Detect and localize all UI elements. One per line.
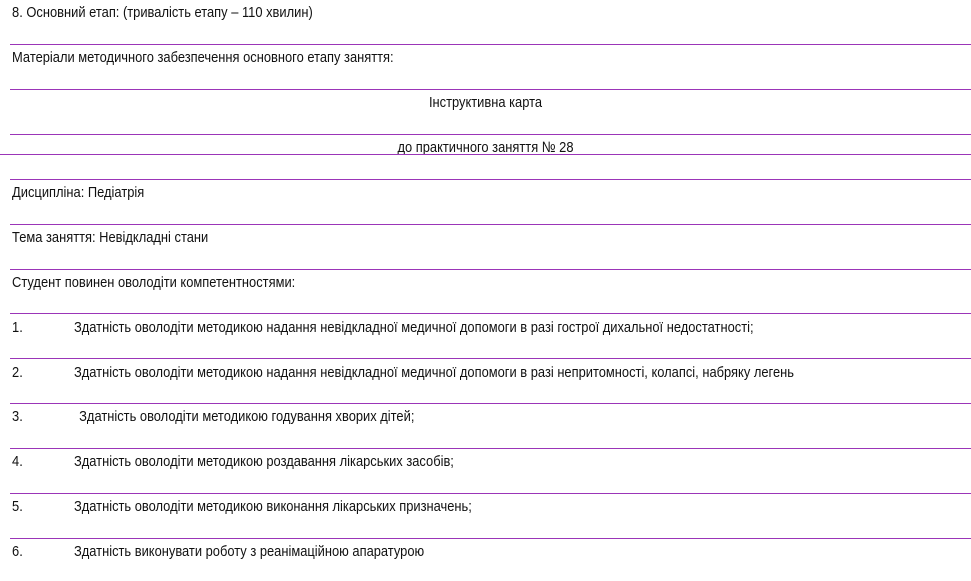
divider bbox=[10, 358, 971, 359]
card-title: Інструктивна карта bbox=[428, 94, 543, 111]
divider bbox=[10, 269, 971, 270]
list-item-text: Здатність оволодіти методикою виконання лікарських призначень; bbox=[73, 498, 472, 515]
divider bbox=[10, 224, 971, 225]
list-item bbox=[0, 318, 835, 338]
competencies-heading: Студент повинен оволодіти компетентностями: bbox=[12, 274, 296, 291]
divider bbox=[10, 448, 971, 449]
list-item bbox=[0, 452, 835, 472]
materials-heading: Матеріали методичного забезпечення основного етапу заняття: bbox=[12, 49, 394, 66]
list-item bbox=[0, 363, 835, 383]
card-title-row bbox=[68, 93, 903, 113]
list-item-number: 6. bbox=[12, 543, 23, 560]
discipline-row bbox=[0, 183, 835, 203]
divider bbox=[10, 89, 971, 90]
divider bbox=[10, 179, 971, 180]
divider bbox=[10, 44, 971, 45]
competencies-heading-row bbox=[0, 273, 835, 293]
list-item-number: 4. bbox=[12, 453, 23, 470]
divider bbox=[10, 313, 971, 314]
list-item-number: 3. bbox=[12, 408, 23, 425]
divider bbox=[10, 134, 971, 135]
list-item bbox=[0, 497, 835, 517]
card-subtitle: до практичного заняття № 28 bbox=[397, 139, 574, 156]
list-item bbox=[0, 407, 835, 427]
divider bbox=[10, 403, 971, 404]
stage-heading: 8. Основний етап: (тривалість етапу – 110 хвилин) bbox=[12, 4, 313, 21]
discipline: Дисципліна: Педіатрія bbox=[12, 184, 145, 201]
topic-row bbox=[0, 228, 835, 248]
stage-heading-row bbox=[0, 3, 835, 23]
list-item bbox=[0, 542, 835, 562]
materials-heading-row bbox=[0, 48, 835, 68]
list-item-text: Здатність виконувати роботу з реанімаційною апаратурою bbox=[73, 543, 425, 560]
topic: Тема заняття: Невідкладні стани bbox=[12, 229, 209, 246]
divider bbox=[10, 538, 971, 539]
card-subtitle-row bbox=[68, 138, 903, 158]
list-item-number: 2. bbox=[12, 364, 23, 381]
list-item-text: Здатність оволодіти методикою надання невідкладної медичної допомоги в разі непритомності, колапсі, набряку легень bbox=[73, 364, 794, 381]
list-item-text: Здатність оволодіти методикою роздавання лікарських засобів; bbox=[73, 453, 454, 470]
list-item-text: Здатність оволодіти методикою годування хворих дітей; bbox=[79, 408, 415, 425]
list-item-number: 1. bbox=[12, 319, 23, 336]
divider bbox=[10, 493, 971, 494]
list-item-text: Здатність оволодіти методикою надання невідкладної медичної допомоги в разі гострої дихальної недостатності; bbox=[73, 319, 754, 336]
divider bbox=[0, 154, 971, 155]
list-item-number: 5. bbox=[12, 498, 23, 515]
